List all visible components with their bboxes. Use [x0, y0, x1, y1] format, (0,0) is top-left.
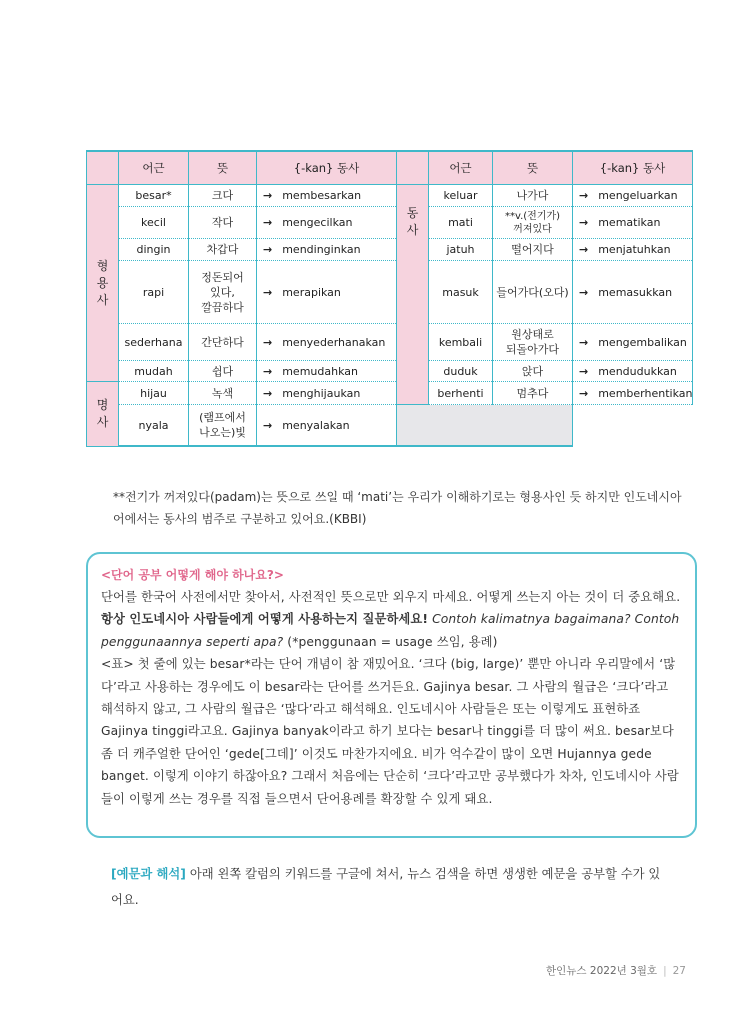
- root-cell: dingin: [119, 239, 189, 261]
- verb-text: mematikan: [598, 216, 661, 229]
- arrow-icon: →: [263, 418, 273, 432]
- arrow-icon: →: [263, 285, 273, 299]
- root-cell: duduk: [429, 361, 493, 382]
- arrow-icon: →: [263, 386, 273, 400]
- arrow-icon: →: [579, 335, 589, 349]
- meaning-cell: 크다: [189, 185, 257, 207]
- arrow-icon: →: [579, 189, 589, 202]
- root-cell: hijau: [119, 382, 189, 405]
- root-cell: mati: [429, 207, 493, 239]
- root-cell: sederhana: [119, 324, 189, 361]
- table-row: [87, 324, 693, 361]
- table-row: [87, 361, 693, 382]
- footer-separator: |: [663, 965, 667, 977]
- meaning-cell: 녹색: [189, 382, 257, 405]
- table-row: [87, 405, 693, 447]
- verb-cell: [257, 261, 397, 324]
- group-label-noun: [87, 382, 119, 447]
- verb-text: menjatuhkan: [598, 243, 671, 256]
- tip-indonesian-examples: Contoh kalimatnya bagaimana? Contoh penggunaannya seperti apa?: [101, 612, 680, 649]
- root-cell: kecil: [119, 207, 189, 239]
- table-row: [87, 382, 693, 405]
- root-cell: mudah: [119, 361, 189, 382]
- arrow-icon: →: [579, 243, 589, 256]
- root-cell: masuk: [429, 261, 493, 324]
- meaning-cell: 쉽다: [189, 361, 257, 382]
- arrow-icon: →: [579, 285, 589, 299]
- arrow-icon: →: [579, 386, 589, 400]
- tip-title: <단어 공부 어떻게 해야 하나요?>: [101, 568, 284, 582]
- tip-box: [86, 552, 697, 838]
- root-cell: berhenti: [429, 382, 493, 405]
- verb-text: memudahkan: [282, 364, 358, 378]
- meaning-cell: 나가다: [493, 185, 573, 207]
- verb-cell: [257, 207, 397, 239]
- meaning-cell: 앉다: [493, 361, 573, 382]
- table-row: [87, 239, 693, 261]
- meaning-cell: 차갑다: [189, 239, 257, 261]
- empty-cell: [397, 405, 573, 447]
- verb-cell: [573, 207, 693, 239]
- verb-text: mendudukkan: [598, 364, 677, 378]
- tip-paragraph-2: <표> 첫 줄에 있는 besar*라는 단어 개념이 참 재밌어요. ‘크다 (big, large)’ 뿐만 아니라 우리말에서 ‘많다’라고 사용하는 경우에도 이 besar라는 단어를 쓰거든요. Gajinya besar. 그 사람의 월급은 ‘크다’라고 해석하지 않고, 그 사람의 월급은 ‘많다’라고 해석해요. 인도네시아 사람들은 또는 이렇게도 표현하죠 Gajinya tinggi라고요. Gajinya banyak이라고 하기 보다는 besar나 tinggi를 더 많이 써요. besar보다 좀 더 캐주얼한 단어인 ‘gede[그데]’ 이것도 마찬가지에요. 비가 억수같이 많이 오면 Hujannya gede banget. 이렇게 이야기 하잖아요? 그래서 처음에는 단순히 ‘크다’라고만 공부했다가 차차, 인도네시아 사람들이 이렇게 쓰는 경우를 직접 들으면서 단어용례를 확장할 수 있게 돼요.: [101, 657, 679, 806]
- verb-text: membesarkan: [282, 189, 362, 202]
- verb-text: mengeluarkan: [598, 189, 678, 202]
- group-label-text: 동 사: [406, 206, 419, 237]
- root-cell: kembali: [429, 324, 493, 361]
- meaning-cell: 간단하다: [189, 324, 257, 361]
- example-label: [예문과 해석]: [111, 867, 186, 881]
- tip-emphasis: 항상 인도네시아 사람들에게 어떻게 사용하는지 질문하세요!: [101, 612, 429, 627]
- header-blank-left: [87, 151, 119, 185]
- meaning-cell: 떨어지다: [493, 239, 573, 261]
- table-header-row: [87, 151, 693, 185]
- verb-text: mengembalikan: [598, 335, 687, 349]
- verb-text: memberhentikan: [598, 386, 693, 400]
- tip-body: [101, 586, 682, 810]
- header-blank-right: [397, 151, 429, 185]
- verb-cell: [257, 324, 397, 361]
- arrow-icon: →: [263, 243, 273, 256]
- arrow-icon: →: [579, 364, 589, 378]
- meaning-cell: 정돈되어 있다, 깔끔하다: [189, 261, 257, 324]
- verb-text: mendinginkan: [282, 243, 361, 256]
- group-label-text: 형 용 사: [96, 258, 109, 307]
- verb-text: mengecilkan: [282, 216, 353, 229]
- verb-cell: [573, 382, 693, 405]
- root-cell: keluar: [429, 185, 493, 207]
- verb-cell: [257, 361, 397, 382]
- example-text: 아래 왼쪽 칼럼의 키워드를 구글에 쳐서, 뉴스 검색을 하면 생생한 예문을 공부할 수가 있어요.: [111, 867, 661, 907]
- root-cell: besar*: [119, 185, 189, 207]
- verb-cell: [257, 185, 397, 207]
- meaning-cell: 원상태로 되돌아가다: [493, 324, 573, 361]
- root-cell: nyala: [119, 405, 189, 447]
- verb-cell: [573, 324, 693, 361]
- header-meaning-right: 뜻: [493, 151, 573, 185]
- table-row: [87, 207, 693, 239]
- meaning-cell: 멈추다: [493, 382, 573, 405]
- verb-text: menyederhanakan: [282, 335, 386, 349]
- tip-usage-note: (*penggunaan = usage 쓰임, 용례): [283, 634, 498, 649]
- group-label-text: 명 사: [96, 397, 109, 429]
- meaning-cell: (램프에서 나오는)빛: [189, 405, 257, 447]
- table-row: [87, 185, 693, 207]
- tip-paragraph-1: 단어를 한국어 사전에서만 찾아서, 사전적인 뜻으로만 외우지 마세요. 어떻게 쓰는지 아는 것이 더 중요해요.: [101, 590, 681, 604]
- verb-cell: [257, 405, 397, 447]
- example-paragraph: [111, 861, 671, 913]
- root-cell: jatuh: [429, 239, 493, 261]
- header-meaning-left: 뜻: [189, 151, 257, 185]
- verb-cell: [573, 361, 693, 382]
- verb-cell: [257, 239, 397, 261]
- page-footer: [546, 963, 686, 978]
- footnote: **전기가 꺼져있다(padam)는 뜻으로 쓰일 때 ‘mati’는 우리가 이해하기로는 형용사인 듯 하지만 인도네시아어에서는 동사의 범주로 구분하고 있어요.(KBBI): [113, 490, 682, 526]
- arrow-icon: →: [263, 335, 273, 349]
- group-label-adjective: [87, 185, 119, 382]
- arrow-icon: →: [263, 364, 273, 378]
- arrow-icon: →: [263, 216, 273, 229]
- verb-text: memasukkan: [598, 285, 673, 299]
- group-label-verb: [397, 185, 429, 405]
- verb-cell: [573, 261, 693, 324]
- verb-cell: [573, 185, 693, 207]
- header-verb-left: {-kan} 동사: [257, 151, 397, 185]
- verb-text: merapikan: [282, 285, 341, 299]
- header-root-right: 어근: [429, 151, 493, 185]
- table-row: [87, 261, 693, 324]
- meaning-cell: **v.(전기가) 꺼져있다: [493, 207, 573, 239]
- verb-text: menyalakan: [282, 418, 350, 432]
- verb-cell: [257, 382, 397, 405]
- meaning-cell: 작다: [189, 207, 257, 239]
- verb-cell: [573, 239, 693, 261]
- vocabulary-table: [86, 150, 693, 447]
- page-number: 27: [672, 965, 686, 977]
- header-verb-right: {-kan} 동사: [573, 151, 693, 185]
- meaning-cell: 들어가다(오다): [493, 261, 573, 324]
- root-cell: rapi: [119, 261, 189, 324]
- arrow-icon: →: [263, 189, 273, 202]
- arrow-icon: →: [579, 216, 589, 229]
- header-root-left: 어근: [119, 151, 189, 185]
- verb-text: menghijaukan: [282, 386, 361, 400]
- publication-name: 한인뉴스 2022년 3월호: [546, 965, 658, 977]
